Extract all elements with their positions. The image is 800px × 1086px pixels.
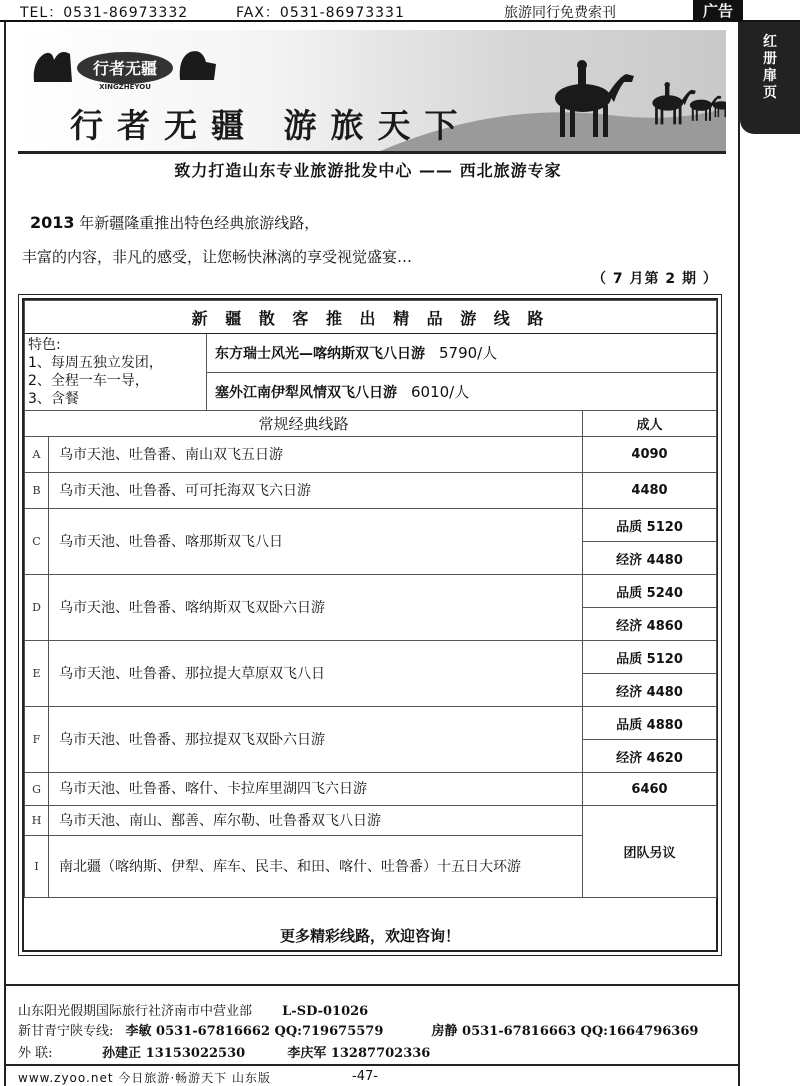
ad-label: 广告 (693, 0, 743, 22)
footer-divider (4, 984, 740, 986)
issue-number: （ 7 月第 2 期 ） (592, 271, 718, 287)
contact-limin: 李敏 0531-67816662 QQ:719675579 (125, 1024, 384, 1039)
footer-contact-line-2 (18, 1042, 430, 1061)
group-price: 团队另议 (583, 806, 717, 898)
features-label: 特色: (28, 337, 61, 353)
footer-company-line (18, 1000, 368, 1019)
route-code: B (25, 473, 49, 509)
top-bar (0, 0, 800, 22)
route-price-economy: 经济 4620 (583, 740, 717, 773)
special-route-1 (207, 334, 717, 373)
route-name: 南北疆（喀纳斯、伊犁、库车、民丰、和田、喀什、吐鲁番）十五日大环游 (49, 836, 583, 898)
route-code: C (25, 509, 49, 575)
route-name: 乌市天池、吐鲁番、喀那斯双飞八日 (49, 509, 583, 575)
liaison-label: 外 联: (18, 1046, 53, 1061)
table-row (25, 473, 717, 509)
special-route-name: 东方瑞士风光—喀纳斯双飞八日游 (215, 346, 425, 363)
side-tab[interactable] (740, 22, 800, 134)
website-url[interactable]: www.zyoo.net 今日旅游·畅游天下 山东版 (18, 1071, 271, 1085)
route-code: H (25, 806, 49, 836)
tel-number: TEL：0531-86973332 (20, 5, 189, 21)
route-name: 乌市天池、吐鲁番、喀什、卡拉库里湖四飞六日游 (49, 773, 583, 806)
route-code: I (25, 836, 49, 898)
route-name: 乌市天池、吐鲁番、喀纳斯双飞双卧六日游 (49, 575, 583, 641)
route-name: 乌市天池、吐鲁番、那拉提双飞双卧六日游 (49, 707, 583, 773)
route-price-economy: 经济 4480 (583, 542, 717, 575)
route-name: 乌市天池、南山、鄯善、库尔勒、吐鲁番双飞八日游 (49, 806, 583, 836)
route-price-economy: 经济 4480 (583, 674, 717, 707)
table-row (25, 641, 717, 674)
table-row (25, 773, 717, 806)
feature-item: 3、含餐 (28, 391, 79, 407)
more-routes-note: 更多精彩线路，欢迎咨询！ (279, 927, 460, 945)
route-price: 4480 (583, 473, 717, 509)
table-row (25, 575, 717, 608)
bottom-divider (4, 1064, 740, 1066)
special-route-price: 5790/人 (439, 344, 498, 363)
license-number: L-SD-01026 (282, 1004, 369, 1019)
route-price-quality: 品质 5120 (583, 509, 717, 542)
contact-liqingjun: 李庆军 13287702336 (287, 1046, 431, 1061)
special-route-price: 6010/人 (411, 382, 470, 401)
intro-line-2: 丰富的内容，非凡的感受，让您畅快淋漓的享受视觉盛宴… (22, 248, 413, 266)
table-row (25, 806, 717, 836)
page-number: -47- (352, 1069, 378, 1084)
logo-subtext: XINGZHEYOU (99, 83, 151, 90)
table-title: 新 疆 散 客 推 出 精 品 游 线 路 (25, 301, 717, 334)
route-code: E (25, 641, 49, 707)
special-route-2 (207, 372, 717, 411)
company-logo (30, 44, 220, 90)
fax-number: FAX：0531-86973331 (236, 5, 405, 21)
special-route-name: 塞外江南伊犁风情双飞八日游 (215, 384, 397, 401)
logo-text: 行者无疆 (92, 59, 158, 78)
table-row (25, 509, 717, 542)
route-code: F (25, 707, 49, 773)
route-name: 乌市天池、吐鲁番、那拉提大草原双飞八日 (49, 641, 583, 707)
feature-item: 1、每周五独立发团， (28, 355, 163, 371)
publication-note: 旅游同行免费索刊 (504, 5, 616, 21)
route-code: D (25, 575, 49, 641)
adult-price-header: 成人 (583, 411, 717, 437)
table-row (25, 437, 717, 473)
route-name: 乌市天池、吐鲁番、可可托海双飞六日游 (49, 473, 583, 509)
route-price-quality: 品质 5120 (583, 641, 717, 674)
contact-sunjianzheng: 孙建正 13153022530 (102, 1046, 246, 1061)
regular-routes-header: 常规经典线路 (25, 411, 583, 437)
footer-contact-line-1 (18, 1020, 698, 1039)
intro-line-1 (30, 212, 319, 233)
table-row (25, 707, 717, 740)
contact-fangjing: 房静 0531-67816663 QQ:1664796369 (431, 1024, 699, 1039)
features-cell (25, 334, 207, 411)
route-price-economy: 经济 4860 (583, 608, 717, 641)
route-code: A (25, 437, 49, 473)
route-price: 6460 (583, 773, 717, 806)
sub-slogan: 致力打造山东专业旅游批发中心 —— 西北旅游专家 (174, 161, 562, 180)
bottom-bar (0, 1068, 800, 1086)
route-name: 乌市天池、吐鲁番、南山双飞五日游 (49, 437, 583, 473)
feature-item: 2、全程一车一导， (28, 373, 149, 389)
banner-divider (18, 151, 726, 154)
side-tab-label: 红册扉页 (763, 34, 777, 101)
intro-year: 2013 (30, 213, 75, 232)
route-line-label: 新甘青宁陕专线: (18, 1024, 114, 1039)
route-table (24, 300, 717, 898)
logo-image (30, 44, 220, 90)
slogan: 行者无疆 游旅天下 (70, 106, 472, 145)
company-name: 山东阳光假期国际旅行社济南市中营业部 (18, 1004, 253, 1019)
route-price: 4090 (583, 437, 717, 473)
route-price-quality: 品质 5240 (583, 575, 717, 608)
route-code: G (25, 773, 49, 806)
route-price-quality: 品质 4880 (583, 707, 717, 740)
intro-line-1-text: 年新疆隆重推出特色经典旅游线路， (74, 214, 320, 232)
